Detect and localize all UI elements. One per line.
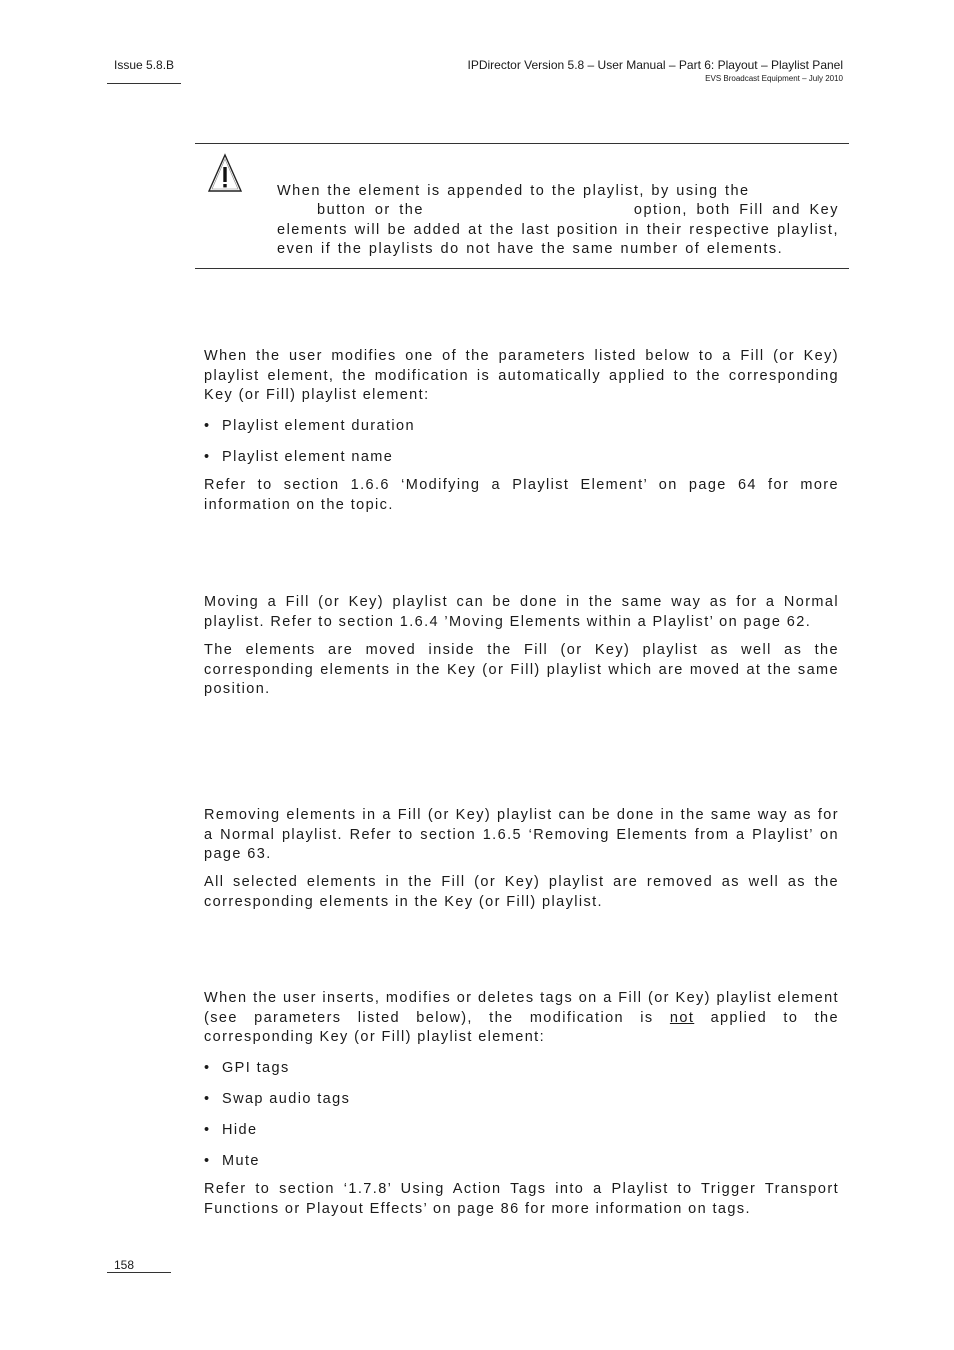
- removing-p1: Removing elements in a Fill (or Key) playlist can be done in the same way as for a Normal playlist. Refer to section 1.6.5 ‘Removing Elements from a Playlist’ on page 63.: [204, 807, 839, 863]
- list-item: • Hide: [204, 1122, 258, 1138]
- moving-p1: Moving a Fill (or Key) playlist can be done in the same way as for a Normal playlist. Refer to section 1.6.4 ’Moving Elements within a Playlist’ on page 62.: [204, 594, 839, 630]
- note-line-1: When the element is appended to the playlist, by using the: [277, 183, 750, 199]
- list-item: • Swap audio tags: [204, 1091, 351, 1107]
- moving-p2: The elements are moved inside the Fill (or Key) playlist as well as the corresponding elements in the Key (or Fill) playlist which are moved at the same position.: [204, 642, 839, 698]
- document-title: IPDirector Version 5.8 – User Manual – Part 6: Playout – Playlist Panel: [467, 58, 843, 72]
- list-item: • GPI tags: [204, 1060, 290, 1076]
- note-part-2a: button or the: [317, 202, 424, 219]
- footer-rule: [107, 1272, 171, 1273]
- tags-intro: When the user inserts, modifies or deletes tags on a Fill (or Key) playlist element (see parameters listed below), the modification is not applied to the corresponding Key (or Fill) playlist element:: [204, 990, 839, 1046]
- document-subtitle: EVS Broadcast Equipment – July 2010: [705, 74, 843, 83]
- modify-intro: When the user modifies one of the parameters listed below to a Fill (or Key) playlist element, the modification is automatically applied to the corresponding Key (or Fill) playlist element:: [204, 348, 839, 404]
- tags-refer: Refer to section ‘1.7.8’ Using Action Tags into a Playlist to Trigger Transport Functions or Playout Effects’ on page 86 for more information on tags.: [204, 1181, 839, 1217]
- removing-p2: All selected elements in the Fill (or Key) playlist are removed as well as the corresponding elements in the Key (or Fill) playlist.: [204, 874, 839, 910]
- warning-note: [195, 143, 849, 269]
- note-line-3: elements will be added at the last position in their respective playlist, even if the playlists do not have the same number of elements.: [277, 221, 839, 258]
- modify-refer: Refer to section 1.6.6 ‘Modifying a Playlist Element’ on page 64 for more information on the topic.: [204, 477, 839, 513]
- list-item: • Playlist element name: [204, 449, 394, 465]
- not-emphasis: not: [669, 1009, 695, 1026]
- note-text: [277, 182, 839, 260]
- note-part-2b: option, both Fill and Key: [633, 202, 839, 219]
- warning-triangle-icon: [207, 153, 243, 193]
- list-item: • Playlist element duration: [204, 418, 415, 434]
- header-rule: [107, 83, 181, 84]
- issue-label: Issue 5.8.B: [114, 58, 175, 72]
- page-number: 158: [114, 1258, 135, 1272]
- list-item: • Mute: [204, 1153, 260, 1169]
